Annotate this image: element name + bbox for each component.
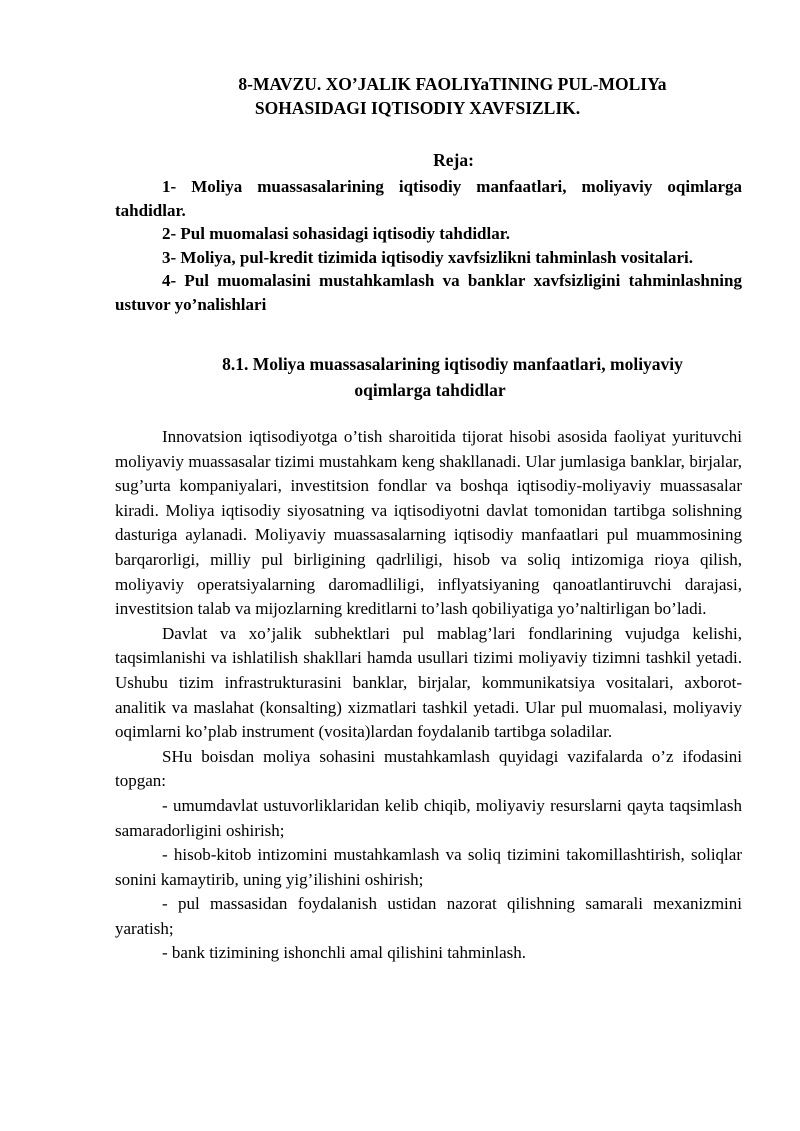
- plan-list: [115, 175, 742, 316]
- bullet-item-3: - pul massasidan foydalanish ustidan nazorat qilishning samarali mexanizmini yaratish;: [115, 894, 742, 938]
- bullet-item-2: - hisob-kitob intizomini mustahkamlash va soliq tizimini takomillashtirish, soliqlar sonini kamaytirib, uning yig’ilishini oshirish;: [115, 845, 742, 889]
- paragraph-2: Davlat va xo’jalik subhektlari pul mablag’lari fondlarining vujudga kelishi, taqsimlanishi va ishlatilish shakllari hamda usullari tizimi moliyaviy tizimni tashkil yetadi. Ushubu tizim infrastrukturasini banklar, birjalar, kommunikatsiya vositalari, axborot-analitik va maslahat (konsalting) xizmatlari tashkil yetadi. Ular pul muomalasi, moliyaviy oqimlarni ko’plab instrument (vosita)lardan foydalanib tartibga soladilar.: [115, 623, 742, 742]
- body-text: [115, 425, 742, 966]
- plan-heading: Reja:: [433, 150, 474, 170]
- plan-item-1: 1- Moliya muassasalarining iqtisodiy manfaatlari, moliyaviy oqimlarga tahdidlar.: [115, 177, 742, 220]
- plan-item-2: 2- Pul muomalasi sohasidagi iqtisodiy tahdidlar.: [162, 224, 510, 243]
- bullet-item-1: - umumdavlat ustuvorliklaridan kelib chiqib, moliyaviy resurslarni qayta taqsimlash samaradorligini oshirish;: [115, 795, 742, 840]
- title-line-1: 8-MAVZU. XO’JALIK FAOLIYaTINING PUL-MOLIYa: [238, 74, 667, 94]
- plan-item-3: 3- Moliya, pul-kredit tizimida iqtisodiy xavfsizlikni tahminlash vositalari.: [162, 247, 693, 267]
- plan-item-4: 4- Pul muomalasini mustahkamlash va banklar xavfsizligini tahminlashning ustuvor yo’nalishlari: [115, 271, 742, 314]
- bullet-item-4: - bank tizimining ishonchli amal qilishini tahminlash.: [162, 943, 527, 963]
- document-title: [0, 72, 800, 120]
- paragraph-1: Innovatsion iqtisodiyotga o’tish sharoitida tijorat hisobi asosida faoliyat yurituvchi moliyaviy muassasalar tizimi mustahkam keng shakllanadi. Ular jumlasiga banklar, birjalar, sug’urta kompaniyalari, investitsion fondlar va boshqa iqtisodiy-moliyaviy muassasalar kiradi. Moliya iqtisodiy siyosatning va iqtisodiyotni davlat tomonidan tartibga solishning dasturiga aylanadi. Moliyaviy muassasalarning iqtisodiy manfaatlari pul muammosining barqarorligi, milliy pul birligining qadrliligi, hisob va soliq intizomiga rioya qilish, moliyaviy operatsiyalarning daromadliligi, inflyatsiyaning qanoatlantiruvchi darajasi, investitsion talab va mijozlarning kreditlarni to’lash qobiliyatiga yo’naltirligan bo’ladi.: [115, 427, 742, 619]
- section-title: [0, 351, 800, 403]
- title-line-2: SOHASIDAGI IQTISODIY XAVFSIZLIK.: [254, 98, 581, 118]
- section-title-line-2: oqimlarga tahdidlar: [354, 380, 506, 400]
- paragraph-3: SHu boisdan moliya sohasini mustahkamlash quyidagi vazifalarda o’z ifodasini topgan:: [115, 746, 742, 791]
- section-title-line-1: 8.1. Moliya muassasalarining iqtisodiy manfaatlari, moliyaviy: [222, 354, 683, 374]
